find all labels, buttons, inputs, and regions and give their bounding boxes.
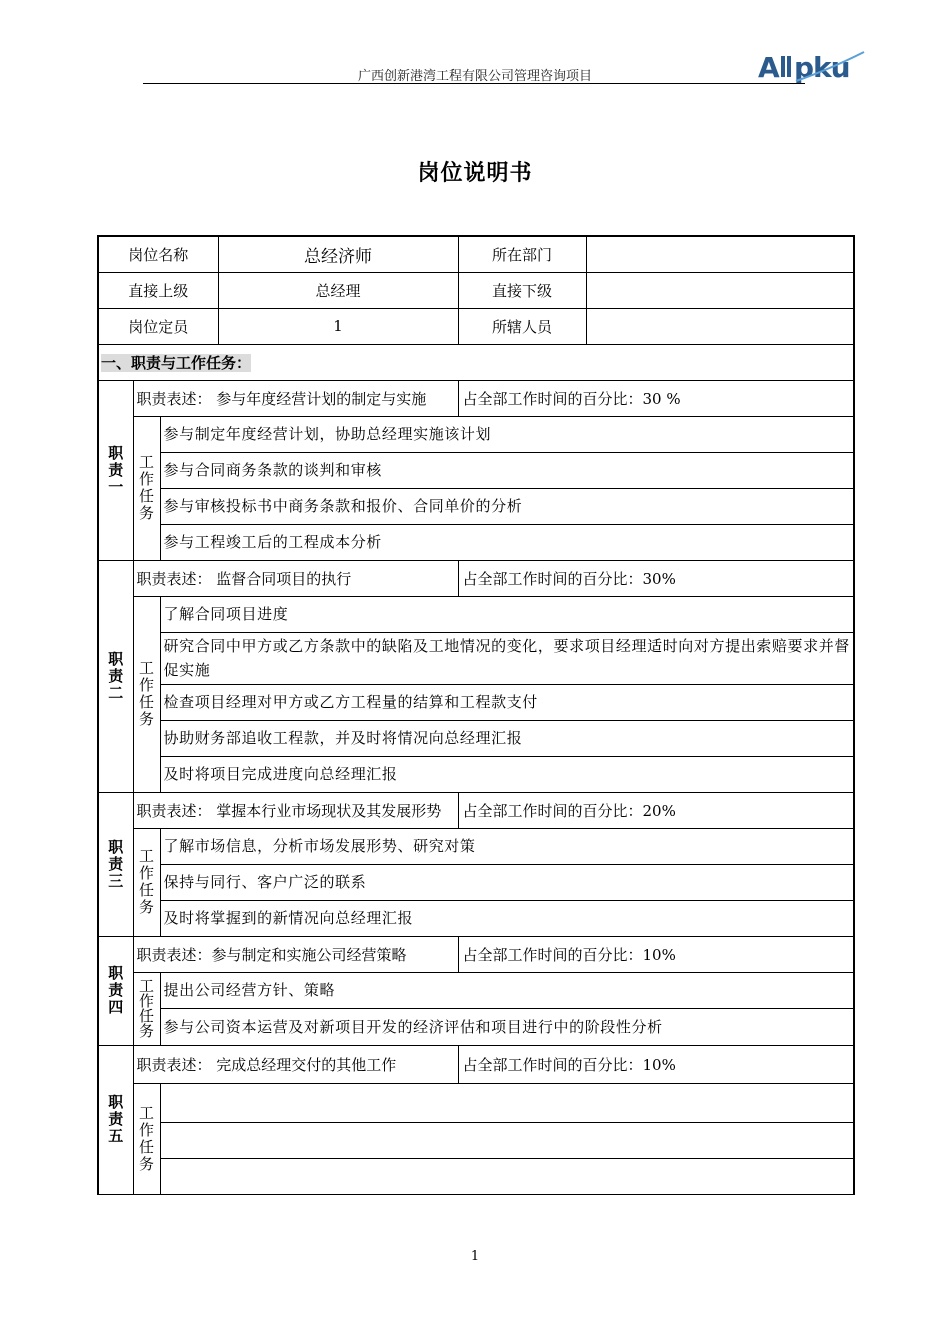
task-label: 工 作 任 务: [133, 596, 160, 792]
task-item: [160, 1083, 854, 1122]
task-item: 协助财务部追收工程款，并及时将情况向总经理汇报: [160, 720, 854, 756]
duty-statement: 职责表述： 掌握本行业市场现状及其发展形势: [133, 792, 458, 828]
department-label: 所在部门: [458, 236, 586, 272]
task-item: 参与合同商务条款的谈判和审核: [160, 452, 854, 488]
task-item: 及时将掌握到的新情况向总经理汇报: [160, 900, 854, 936]
headcount-value: 1: [218, 308, 458, 344]
logo-bar-2: [787, 56, 791, 77]
header-project-name: 广西创新港湾工程有限公司管理咨询项目: [357, 69, 592, 84]
duty-statement: 职责表述： 监督合同项目的执行: [133, 560, 458, 596]
duty-statement: 职责表述： 参与年度经营计划的制定与实施: [133, 380, 458, 416]
task-item: 提出公司经营方针、策略: [160, 972, 854, 1008]
staff-label: 所辖人员: [458, 308, 586, 344]
position-name-label: 岗位名称: [98, 236, 218, 272]
header-rule: [143, 83, 805, 84]
task-label: 工 作 任 务: [133, 972, 160, 1045]
duty-statement: 职责表述： 完成总经理交付的其他工作: [133, 1045, 458, 1083]
duty-label: 职 责 五: [98, 1045, 133, 1194]
department-value: [586, 236, 854, 272]
subordinate-value: [586, 272, 854, 308]
task-label: 工 作 任 务: [133, 828, 160, 936]
section-heading: 一、职责与工作任务：: [98, 344, 854, 380]
staff-value: [586, 308, 854, 344]
task-item: 保持与同行、客户广泛的联系: [160, 864, 854, 900]
duty-statement: 职责表述：参与制定和实施公司经营策略: [133, 936, 458, 972]
task-item: 了解合同项目进度: [160, 596, 854, 632]
superior-value: 总经理: [218, 272, 458, 308]
task-item: [160, 1122, 854, 1158]
duty-label: 职 责 四: [98, 936, 133, 1045]
task-label: 工 作 任 务: [133, 416, 160, 560]
logo-bar: [781, 56, 785, 77]
duty-percentage: 占全部工作时间的百分比：20%: [458, 792, 854, 828]
task-item: 了解市场信息，分析市场发展形势、研究对策: [160, 828, 854, 864]
task-item: 参与公司资本运营及对新项目开发的经济评估和项目进行中的阶段性分析: [160, 1008, 854, 1045]
superior-label: 直接上级: [98, 272, 218, 308]
task-item: 研究合同中甲方或乙方条款中的缺陷及工地情况的变化，要求项目经理适时向对方提出索赔要求并督促实施: [160, 632, 854, 684]
company-logo: [758, 50, 870, 84]
duty-percentage: 占全部工作时间的百分比：10%: [458, 1045, 854, 1083]
duty-percentage: 占全部工作时间的百分比：10%: [458, 936, 854, 972]
task-item: 检查项目经理对甲方或乙方工程量的结算和工程款支付: [160, 684, 854, 720]
duty-label: 职 责 二: [98, 560, 133, 792]
duty-percentage: 占全部工作时间的百分比：30%: [458, 560, 854, 596]
task-item: [160, 1158, 854, 1194]
headcount-label: 岗位定员: [98, 308, 218, 344]
task-item: 参与工程竣工后的工程成本分析: [160, 524, 854, 560]
task-item: 参与审核投标书中商务条款和报价、合同单价的分析: [160, 488, 854, 524]
task-label: 工 作 任 务: [133, 1083, 160, 1194]
subordinate-label: 直接下级: [458, 272, 586, 308]
logo-text-2: pku: [794, 51, 850, 84]
duty-label: 职 责 三: [98, 792, 133, 936]
page-number: 1: [470, 1249, 480, 1264]
task-item: 参与制定年度经营计划，协助总经理实施该计划: [160, 416, 854, 452]
duty-percentage: 占全部工作时间的百分比：30 %: [458, 380, 854, 416]
logo-text: A: [758, 51, 779, 84]
task-item: 及时将项目完成进度向总经理汇报: [160, 756, 854, 792]
job-description-table: [97, 235, 855, 1195]
duty-label: 职 责 一: [98, 380, 133, 560]
position-name-value: 总经济师: [218, 236, 458, 272]
page-title: 岗位说明书: [417, 161, 533, 186]
